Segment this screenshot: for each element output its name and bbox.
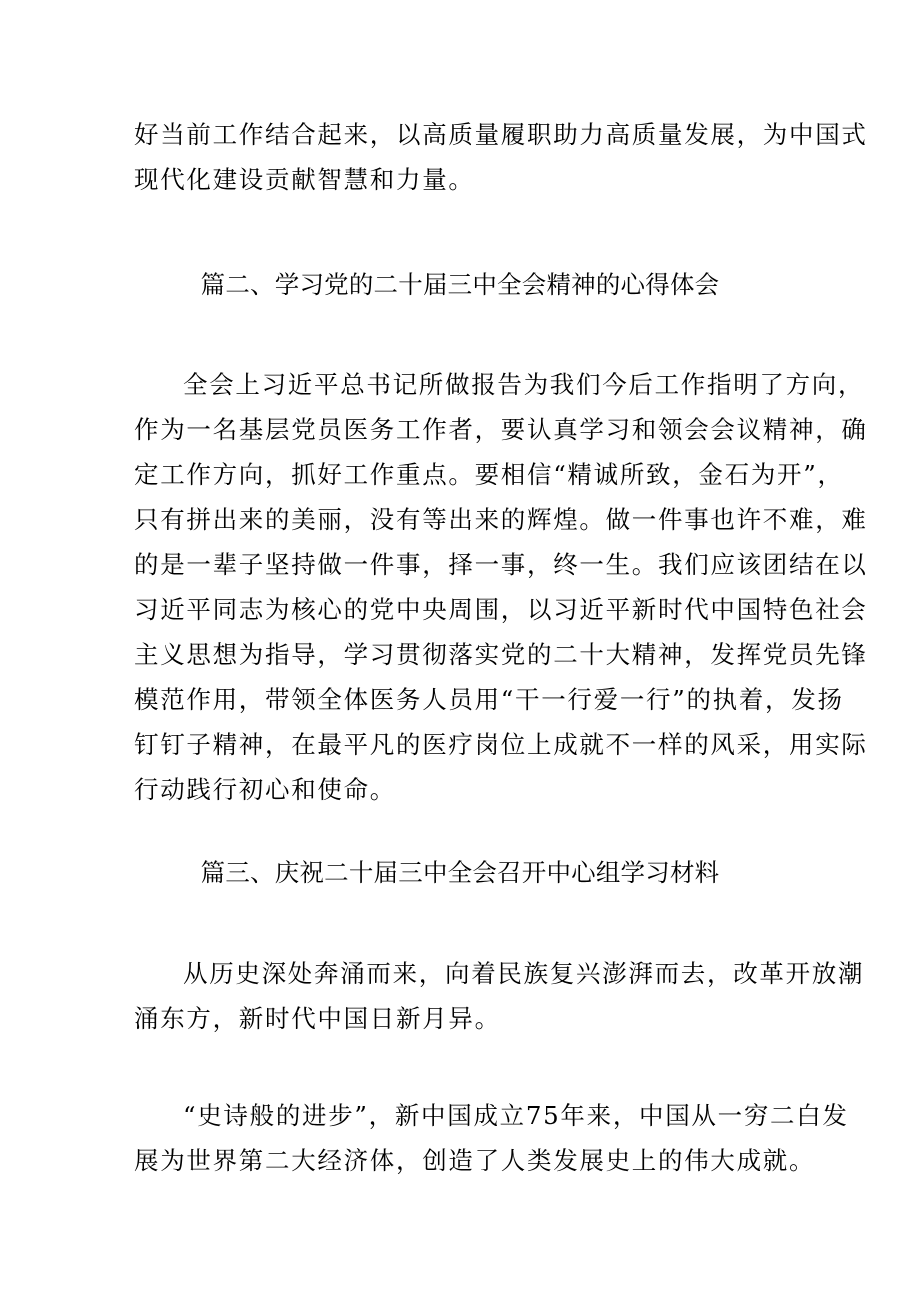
paragraph-line: 的是一辈子坚持做一件事，择一事，终一生。我们应该团结在以 xyxy=(134,550,868,579)
paragraph-line: 习近平同志为核心的党中央周围，以习近平新时代中国特色社会 xyxy=(134,595,868,624)
paragraph-line: 从历史深处奔涌而来，向着民族复兴澎湃而去，改革开放潮 xyxy=(183,959,865,988)
section-three-heading: 篇三、庆祝二十届三中全会召开中心组学习材料 xyxy=(200,858,720,887)
paragraph-line: 模范作用，带领全体医务人员用“干一行爱一行”的执着，发扬 xyxy=(134,685,844,714)
paragraph-line: 展为世界第二大经济体，创造了人类发展史上的伟大成就。 xyxy=(134,1146,816,1175)
paragraph-line: 涌东方，新时代中国日新月异。 xyxy=(134,1004,501,1033)
paragraph-line: 钉钉子精神，在最平凡的医疗岗位上成就不一样的风采，用实际 xyxy=(134,730,868,759)
paragraph-line: 定工作方向，抓好工作重点。要相信“精诚所致，金石为开”， xyxy=(134,460,844,489)
paragraph-line: 行动践行初心和使命。 xyxy=(134,775,396,804)
paragraph-line: 主义思想为指导，学习贯彻落实党的二十大精神，发挥党员先锋 xyxy=(134,640,868,669)
paragraph-line: 好当前工作结合起来，以高质量履职助力高质量发展，为中国式 xyxy=(134,120,868,149)
paragraph-line: 只有拼出来的美丽，没有等出来的辉煌。做一件事也许不难，难 xyxy=(134,505,868,534)
section-two-heading: 篇二、学习党的二十届三中全会精神的心得体会 xyxy=(200,270,720,299)
paragraph-line: 作为一名基层党员医务工作者，要认真学习和领会会议精神，确 xyxy=(134,415,868,444)
paragraph-line: 全会上习近平总书记所做报告为我们今后工作指明了方向， xyxy=(183,370,865,399)
paragraph-line: “史诗般的进步”，新中国成立75年来，中国从一穷二白发 xyxy=(183,1101,849,1130)
paragraph-line: 现代化建设贡献智慧和力量。 xyxy=(134,165,475,194)
